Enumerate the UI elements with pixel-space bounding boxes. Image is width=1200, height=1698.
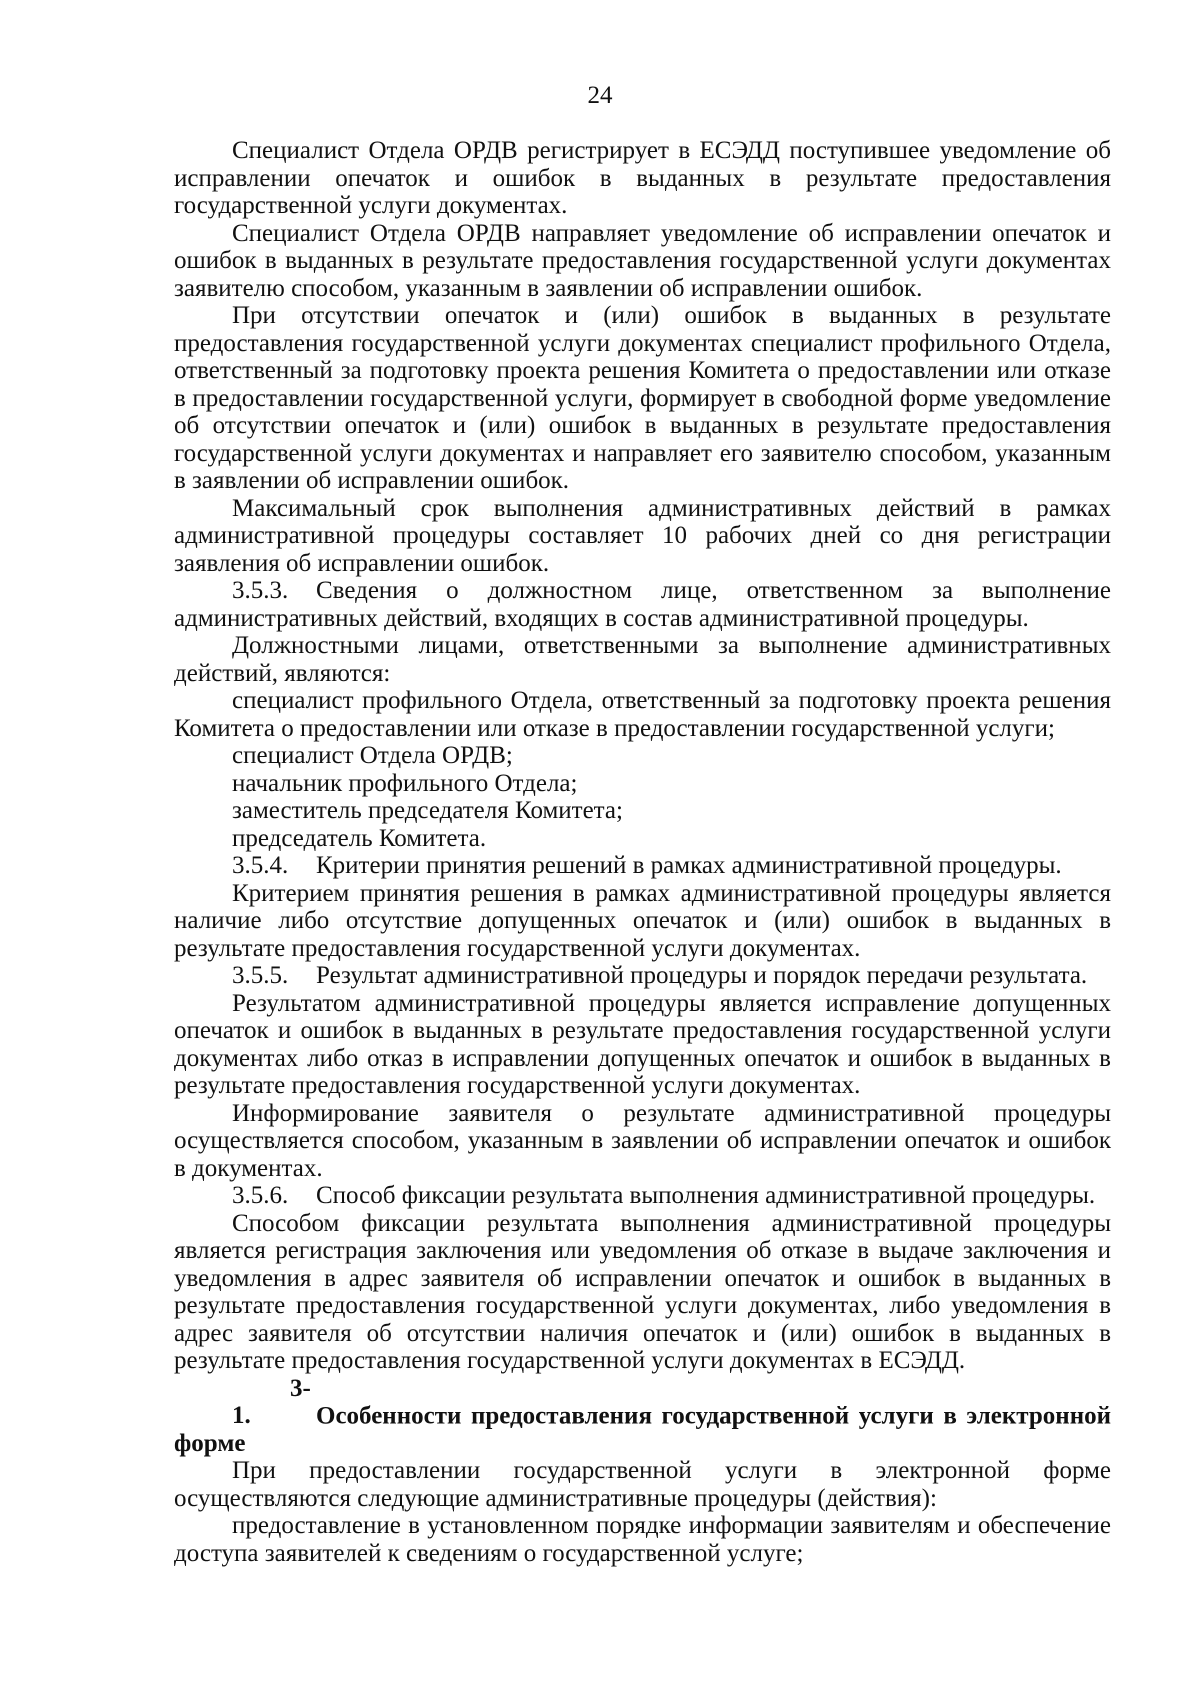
list-item <box>174 825 1111 853</box>
paragraph <box>174 1100 1111 1183</box>
paragraph <box>174 1457 1111 1512</box>
paragraph <box>174 1512 1111 1567</box>
list-item <box>174 687 1111 742</box>
section-number: 3.5.3. <box>232 577 289 604</box>
paragraph <box>174 495 1111 578</box>
paragraph <box>174 302 1111 495</box>
section-title: Результат административной процедуры и порядок передачи результата. <box>316 962 1088 989</box>
paragraph-text: предоставление в установленном порядке информации заявителям и обеспечение доступа заявителей к сведениям о государственной услуге; <box>174 1512 1111 1567</box>
list-item <box>174 742 1111 770</box>
paragraph <box>174 880 1111 963</box>
section-number: 3.5.5. <box>232 962 289 989</box>
list-item-text: председатель Комитета. <box>232 824 487 852</box>
section-heading-text: Особенности предоставления государственной услуги в электронной форме <box>174 1402 1111 1457</box>
section-paragraph-3-5-3 <box>174 577 1111 632</box>
section-number: 3-1. <box>232 1374 311 1429</box>
paragraph-text: Способом фиксации результата выполнения административной процедуры является регистрация заключения или уведомления об отказе в выдаче заключения и уведомления в адрес заявителя об исправлении опечаток и ошибок в выданных в результате предоставления государственной услуги документах, либо уведомления в адрес заявителя об отсутствии наличия опечаток и (или) ошибок в выданных в результате предоставления государственной услуги документах в ЕСЭДД. <box>174 1209 1111 1374</box>
section-paragraph-3-5-4 <box>174 852 1111 880</box>
section-title: Способ фиксации результата выполнения административной процедуры. <box>316 1182 1096 1209</box>
section-title: Критерии принятия решений в рамках административной процедуры. <box>316 852 1062 879</box>
paragraph <box>174 1210 1111 1375</box>
section-paragraph-3-5-5 <box>174 962 1111 990</box>
paragraph-text: Специалист Отдела ОРДВ направляет уведомление об исправлении опечаток и ошибок в выданных в результате предоставления государственной услуги документах заявителю способом, указанным в заявлении об исправлении ошибок. <box>174 219 1111 302</box>
list-item-text: специалист Отдела ОРДВ; <box>232 742 513 769</box>
paragraph <box>174 632 1111 687</box>
list-item <box>174 797 1111 825</box>
list-item-text: специалист профильного Отдела, ответственный за подготовку проекта решения Комитета о предоставлении или отказе в предоставлении государственной услуги; <box>174 687 1111 742</box>
list-item-text: заместитель председателя Комитета; <box>232 797 623 824</box>
paragraph-text: Максимальный срок выполнения административных действий в рамках административной процедуры составляет 10 рабочих дней со дня регистрации заявления об исправлении ошибок. <box>174 494 1111 577</box>
paragraph-text: Специалист Отдела ОРДВ регистрирует в ЕСЭДД поступившее уведомление об исправлении опечаток и ошибок в выданных в результате предоставления государственной услуги документах. <box>174 137 1111 219</box>
section-heading-3-1 <box>174 1375 1111 1458</box>
paragraph <box>174 220 1111 303</box>
paragraph-text: При отсутствии опечаток и (или) ошибок в выданных в результате предоставления государственной услуги документах специалист профильного Отдела, ответственный за подготовку проекта решения Комитета о предоставлении или отказе в предоставлении государственной услуги, формирует в свободной форме уведомление об отсутствии опечаток и (или) ошибок в выданных в результате предоставления государственной услуги документах и направляет его заявителю способом, указанным в заявлении об исправлении ошибок. <box>174 302 1111 494</box>
paragraph-text: Результатом административной процедуры является исправление допущенных опечаток и ошибок в выданных в результате предоставления государственной услуги документах либо отказ в исправлении допущенных опечаток и ошибок в выданных в результате предоставления государственной услуги документах. <box>174 989 1111 1099</box>
paragraph-text: Должностными лицами, ответственными за выполнение административных действий, являются: <box>174 632 1111 687</box>
paragraph-text: При предоставлении государственной услуги в электронной форме осуществляются следующие административные процедуры (действия): <box>174 1457 1111 1512</box>
paragraph-text: Информирование заявителя о результате административной процедуры осуществляется способом, указанным в заявлении об исправлении опечаток и ошибок в документах. <box>174 1099 1111 1182</box>
document-body <box>174 137 1111 1567</box>
paragraph-text: Критерием принятия решения в рамках административной процедуры является наличие либо отсутствие допущенных опечаток и (или) ошибок в выданных в результате предоставления государственной услуги документах. <box>174 879 1111 962</box>
paragraph <box>174 990 1111 1100</box>
paragraph <box>174 137 1111 220</box>
section-paragraph-3-5-6 <box>174 1182 1111 1210</box>
section-number: 3.5.6. <box>232 1182 289 1209</box>
list-item <box>174 770 1111 798</box>
section-number: 3.5.4. <box>232 852 289 879</box>
list-item-text: начальник профильного Отдела; <box>232 769 578 797</box>
page-number: 24 <box>587 82 613 109</box>
section-title: Сведения о должностном лице, ответственном за выполнение административных действий, входящих в состав административной процедуры. <box>174 577 1111 632</box>
